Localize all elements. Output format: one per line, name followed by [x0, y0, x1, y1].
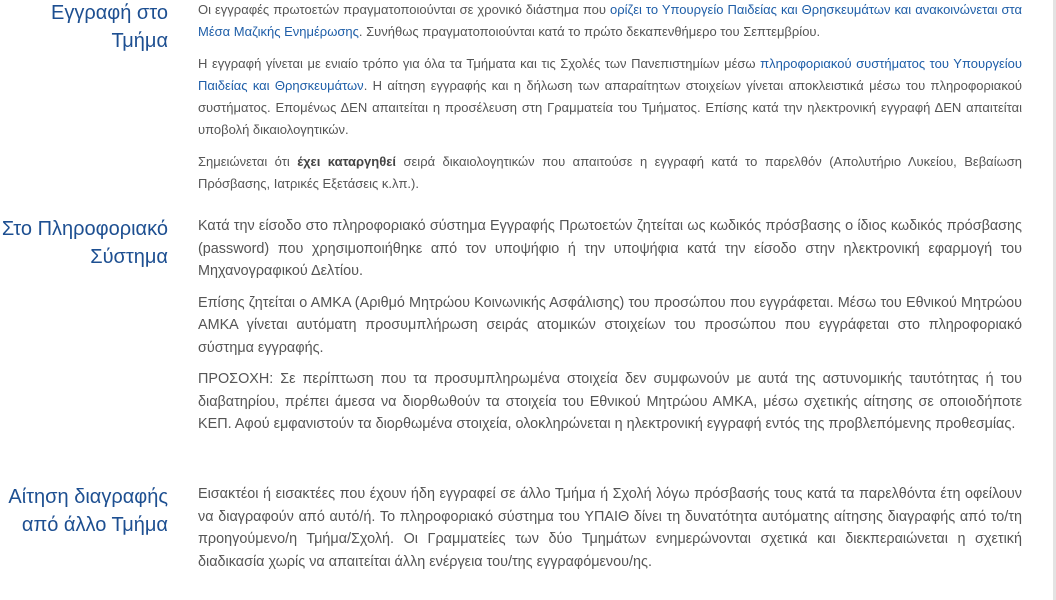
section-heading: Αίτηση διαγραφής από άλλο Τμήμα	[8, 486, 168, 536]
paragraph: Επίσης ζητείται ο ΑΜΚΑ (Αριθμό Μητρώου Κοινωνικής Ασφάλισης) του προσώπου που εγγράφεται. Μέσω του Εθνικού Μητρώου ΑΜΚΑ γίνεται αυτόματη προσυμπλήρωση σειράς ατομικών στοιχείων του προσώπου που εγγράφεται στο πληροφοριακό σύστημα εγγραφής.	[198, 294, 1022, 356]
paragraph	[198, 53, 1022, 141]
ministry-info-system-link[interactable]: πληροφοριακού συστήματος του Υπουργείου Παιδείας και Θρησκευμάτων	[198, 56, 1022, 93]
paragraph: ΠΡΟΣΟΧΗ: Σε περίπτωση που τα προσυμπληρωμένα στοιχεία δεν συμφωνούν με αυτά της αστυνομικής ταυτότητας ή του διαβατηρίου, πρέπει άμεσα να διορθωθούν τα στοιχεία του Εθνικού Μητρώου ΑΜΚΑ, μέσω σχετικής αίτησης σε οποιοδήποτε ΚΕΠ. Αφού εμφανιστούν τα διορθωμένα στοιχεία, ολοκληρώνεται η ηλεκτρονική εγγραφή εντός της προβλεπόμενης προθεσμίας.	[198, 371, 1022, 432]
paragraph-text: Σημειώνεται ότι	[198, 154, 298, 169]
bold-text: έχει καταργηθεί	[297, 154, 397, 169]
paragraph-text: . Συνήθως πραγματοποιούνται κατά το πρώτο δεκαπενθήμερο του Σεπτεμβρίου.	[358, 24, 821, 39]
paragraph-text: Οι εγγραφές πρωτοετών πραγματοποιούνται σε χρονικό διάστημα που	[198, 2, 610, 17]
paragraph: Εισακτέοι ή εισακτέες που έχουν ήδη εγγραφεί σε άλλο Τμήμα ή Σχολή λόγω πρόσβασής τους κατά τα παρελθόντα έτη οφείλουν να διαγραφούν από αυτό/ή. Το πληροφοριακό σύστημα του ΥΠΑΙΘ δίνει τη δυνατότητα αυτόματης αίτησης διαγραφής από το/τη προηγούμενο/η Τμήμα/Σχολή. Οι Γραμματείες των δύο Τμημάτων ενημερώνονται σχετικά και διεκπεραιώνεται η σχετική διαδικασία χωρίς να απαιτείται άλλη ενέργεια του/της εγγραφόμενου/ης.	[198, 486, 1022, 570]
paragraph: Κατά την είσοδο στο πληροφοριακό σύστημα Εγγραφής Πρωτοετών ζητείται ως κωδικός πρόσβασης ο ίδιος κωδικός πρόσβασης (password) που χρησιμοποιήθηκε από τον υποψήφιο ή την υποψήφια κατά την είσοδο στην ηλεκτρονική εφαρμογή του Μηχανογραφικού Δελτίου.	[198, 218, 1022, 279]
section-heading: Στο Πληροφοριακό Σύστημα	[1, 218, 168, 268]
section-body	[198, 0, 1022, 205]
paragraph	[198, 151, 1022, 195]
ministry-announcement-link[interactable]: ορίζει το Υπουργείο Παιδείας και Θρησκευμάτων και ανακοινώνεται στα Μέσα Μαζικής Ενημέρωσης	[198, 2, 1022, 39]
section-body	[198, 215, 1022, 445]
paragraph-text: Η εγγραφή γίνεται με ενιαίο τρόπο για όλα τα Τμήματα και τις Σχολές των Πανεπιστημίων μέσω	[198, 56, 761, 71]
section-body	[198, 483, 1022, 573]
paragraph-text: σειρά δικαιολογητικών που απαιτούσε η εγγραφή κατά το παρελθόν (Απολυτήριο Λυκείου, Βεβαίωση Πρόσβασης, Ιατρικές Εξετάσεις κ.λπ.).	[198, 154, 1022, 191]
paragraph	[198, 0, 1022, 43]
section-heading: Εγγραφή στο Τμήμα	[50, 2, 168, 52]
paragraph-text: . Η αίτηση εγγραφής και η δήλωση των απαραίτητων στοιχείων γίνεται αποκλειστικά μέσω του πληροφοριακού συστήματος. Επομένως ΔΕΝ απαιτείται η προσέλευση στη Γραμματεία του Τμήματος. Επίσης κατά την ηλεκτρονική εγγραφή ΔΕΝ απαιτείται υποβολή δικαιολογητικών.	[198, 78, 1023, 137]
